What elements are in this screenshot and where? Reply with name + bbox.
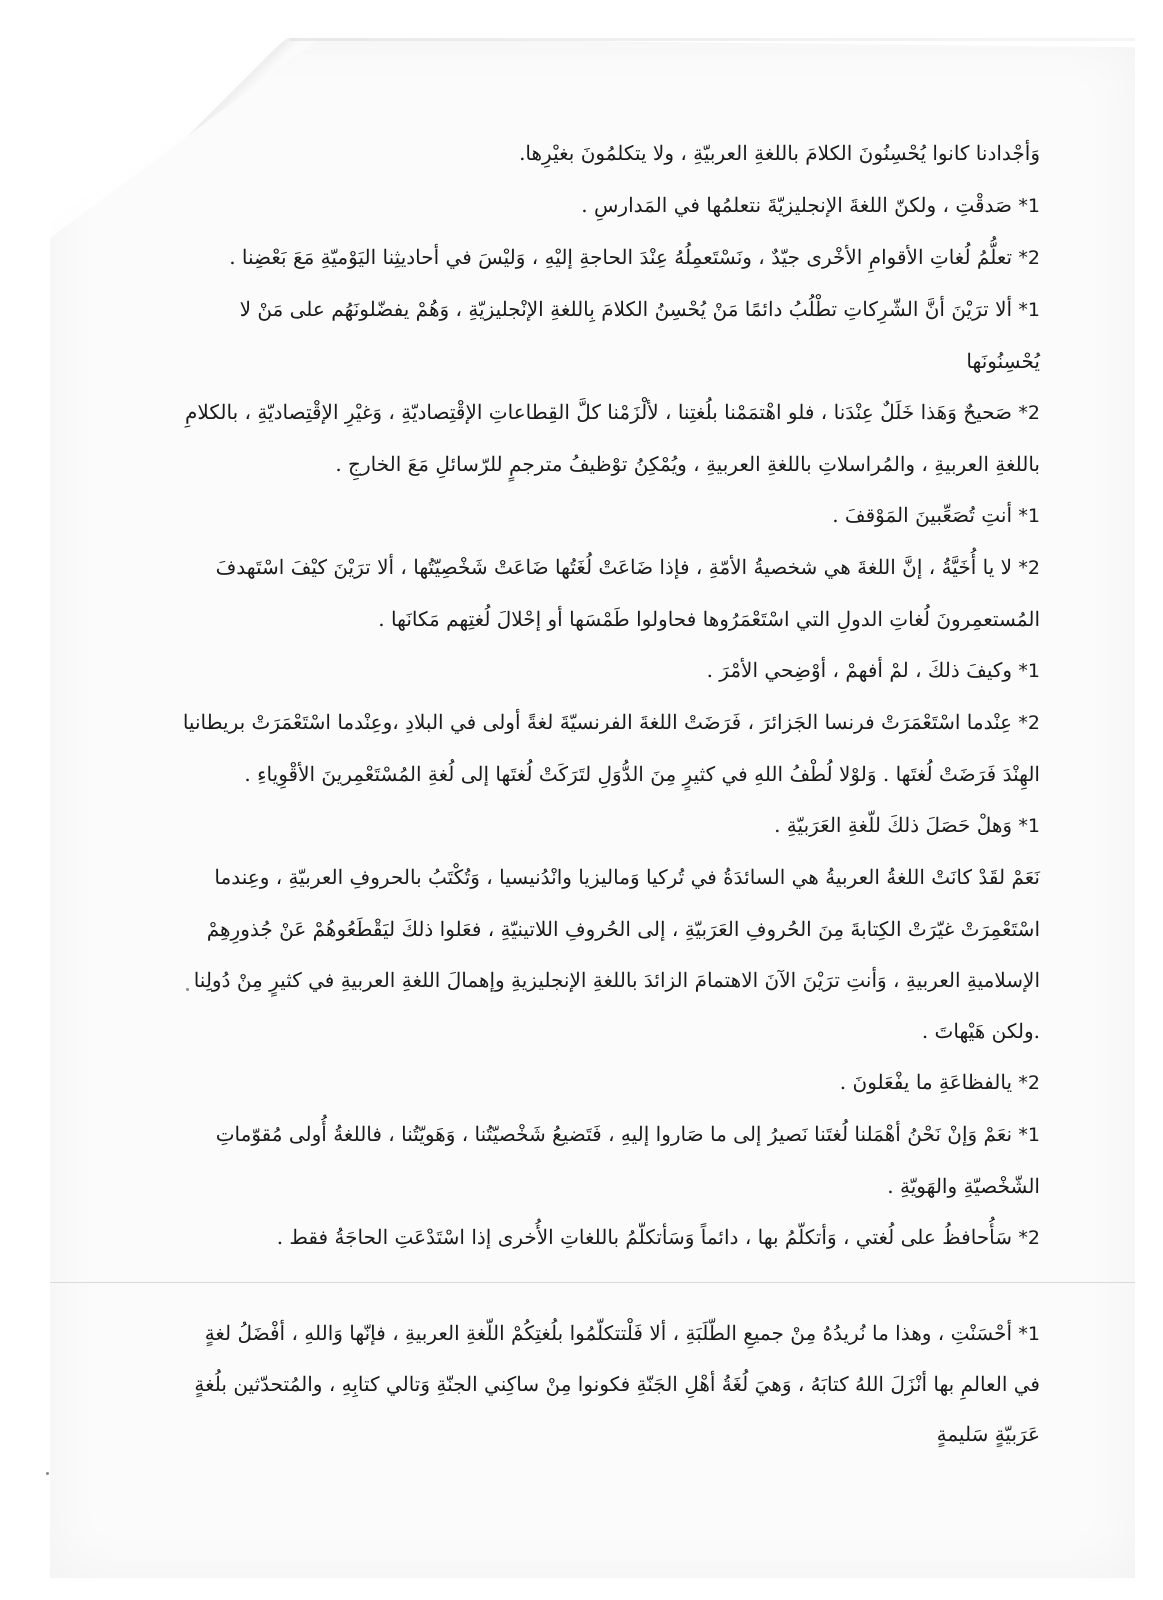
speaker-marker: 2* [1018,712,1040,734]
line-text: يالفظاعَةِ ما يفْعَلونَ . [839,1070,1013,1094]
speaker-marker: 2* [1018,557,1040,579]
speaker-marker: 1* [1018,1124,1040,1146]
dialogue-text [180,128,1040,1264]
line-text: صَدقْتِ ، ولكنّ اللغةَ الإنجليزيّةَ نتعلمُها في المَدارسِ . [581,193,1013,217]
line-text: أحْسَنْتِ ، وهذا ما نُريدُهُ مِنْ جميعِ الطّلَبَةِ ، ألا فَلْتتكلّمُوا بلُغتِكُمْ اللّغةِ العربيةِ ، فإنّها وَاللهِ ، أفْضَلُ لغةٍ في العالمِ بها أنْزَلَ اللهُ كتابَهُ ، وَهيَ لُغَةُ أهْلِ الجَنّةِ فكونوا مِنْ ساكِني الجنّةِ وَتالي كتابِهِ ، والمُتحدّثين بلُغةٍ عَرَبيّةٍ سَليمةٍ [194,1321,1040,1446]
speaker-marker: 2* [1018,1227,1040,1249]
dialogue-line [180,232,1040,284]
speaker-marker: 1* [1018,660,1040,682]
line-text: تعلُّمُ لُغاتِ الأقوامِ الأخْرى جيّدٌ ، ونَسْتَعمِلُهُ عِنْدَ الحاجةِ إليْهِ ، وَليْسَ في أحاديثِنا اليَوْميّةِ مَعَ بَعْضِنا . [229,245,1013,269]
dialogue-line [180,697,1040,800]
dialogue-line [180,128,1040,180]
line-text: وَهلْ حَصَلَ ذلكَ للّغةِ العَرَبيّةِ . [774,813,1013,837]
dialogue-line [180,1308,1040,1459]
dialogue-line [180,800,1040,852]
line-text: أنتِ تُصَعِّبينَ المَوْقفَ . [832,503,1013,527]
dialogue-line [180,180,1040,232]
scan-speck [46,1472,49,1475]
speaker-marker: 2* [1018,402,1040,424]
speaker-marker: 1* [1018,299,1040,321]
closing-paragraph [180,1308,1040,1459]
dialogue-line [180,542,1040,645]
dialogue-line [180,387,1040,490]
scan-seam [50,1282,1135,1283]
line-text: عِنْدما اسْتَعْمَرَتْ فرنسا الجَزائرَ ، فَرَضَتْ اللغةَ الفرنسيّةَ لغةً أولى في البلادِ ،وعِنْدما اسْتَعْمَرَتْ بريطانيا الهِنْدَ فَرَضَتْ لُغتَها . وَلوْلا لُطْفُ اللهِ في كثيرٍ مِنَ الدُّوَلِ لتَرَكَتْ لُغتَها إلى لُغةِ المُسْتَعْمِرينَ الأقْوِياءِ . [182,710,1040,786]
scan-speck [186,988,189,991]
speaker-marker: 2* [1018,1072,1040,1094]
speaker-marker: 1* [1018,195,1040,217]
dialogue-line [180,1212,1040,1264]
line-text: وكيفَ ذلكَ ، لمْ أفهمْ ، أوْضِحي الأمْرَ . [706,658,1013,682]
speaker-marker: 1* [1018,505,1040,527]
line-text: سَأُحافظُ على لُغتي ، وَأتكلّمُ بها ، دائماً وَسَأتكلّمُ باللغاتِ الأُخرى إذا اسْتَدْعَتِ الحاجَةُ فقط . [276,1225,1013,1249]
speaker-marker: 1* [1018,815,1040,837]
paper-top-edge [290,38,1135,41]
speaker-marker: 1* [1018,1323,1040,1345]
line-text: نَعَمْ لقَدْ كانَتْ اللغةُ العربيةُ هي السائدَةُ في تُركيا وَماليزيا وانْدُنيسيا ، وَتُكْتَبُ بالحروفِ العربيّةِ ، وعِندما اسْتَعْمِرَتْ غيّرَتْ الكِتابةَ مِنَ الحُروفِ العَرَبيّةِ ، إلى الحُروفِ اللاتينيّةِ ، فعَلوا ذلكَ ليَقْطَعُوهُمْ عَنْ جُذورِهِمْ الإسلاميةِ العربيةِ ، وَأنتِ ترَيْنَ الآنَ الاهتمامَ الزائدَ باللغةِ الإنجليزيةِ وإهمالَ اللغةِ العربيةِ في كثيرٍ مِنْ دُولِنا .ولكن هَيْهاتَ . [193,865,1040,1043]
dialogue-line [180,852,1040,1057]
dialogue-line [180,645,1040,697]
line-text: لا يا أُخَيَّةُ ، إنَّ اللغةَ هي شخصيةُ الأمّةِ ، فإذا ضَاعَتْ لُغَتُها ضَاعَتْ شَخْصِيّتُها ، ألا ترَيْنَ كيْفَ اسْتَهدفَ المُستعمِرونَ لُغاتِ الدولِ التي اسْتَعْمَرُوها فحاولوا طَمْسَها أو إحْلالَ لُغتِهم مَكانَها . [215,555,1040,631]
dialogue-line [180,284,1040,387]
line-text: صَحيحٌ وَهَذا خَلَلٌ عِنْدَنا ، فلو اهْتمَمْنا بلُغتِنا ، لألْزَمْنا كلَّ القِطاعاتِ الإقْتِصاديّةِ ، وَغيْرِ الإقْتِصاديّةِ ، بالكلامِ باللغةِ العربيةِ ، والمُراسلاتِ باللغةِ العربيةِ ، ويُمْكِنُ توْظيفُ مترجمٍ للرّسائلِ مَعَ الخارجِ . [185,400,1040,476]
dialogue-line [180,1109,1040,1212]
line-text: وَأجْدادنا كانوا يُحْسِنُونَ الكلامَ باللغةِ العربيّةِ ، ولا يتكلمُونَ بغيْرِها. [519,141,1040,165]
line-text: نعَمْ وَإنْ نَحْنُ أهْمَلنا لُغتَنا نَصيرُ إلى ما صَاروا إليهِ ، فَتَضيعُ شَخْصيّتُنا ، وَهَويّتُنا ، فاللغةُ أُولى مُقوّماتِ الشّخْصيّةِ والهَويّةِ . [215,1122,1040,1198]
dialogue-line [180,1057,1040,1109]
line-text: ألا ترَيْنَ أنَّ الشّرِكاتِ تطْلُبُ دائمًا مَنْ يُحْسِنُ الكلامَ بِاللغةِ الإنْجليزيّةِ ، وَهُمْ يفضّلونَهُم على مَنْ لا يُحْسِنُونَها [239,297,1040,373]
dialogue-line [180,490,1040,542]
speaker-marker: 2* [1018,247,1040,269]
